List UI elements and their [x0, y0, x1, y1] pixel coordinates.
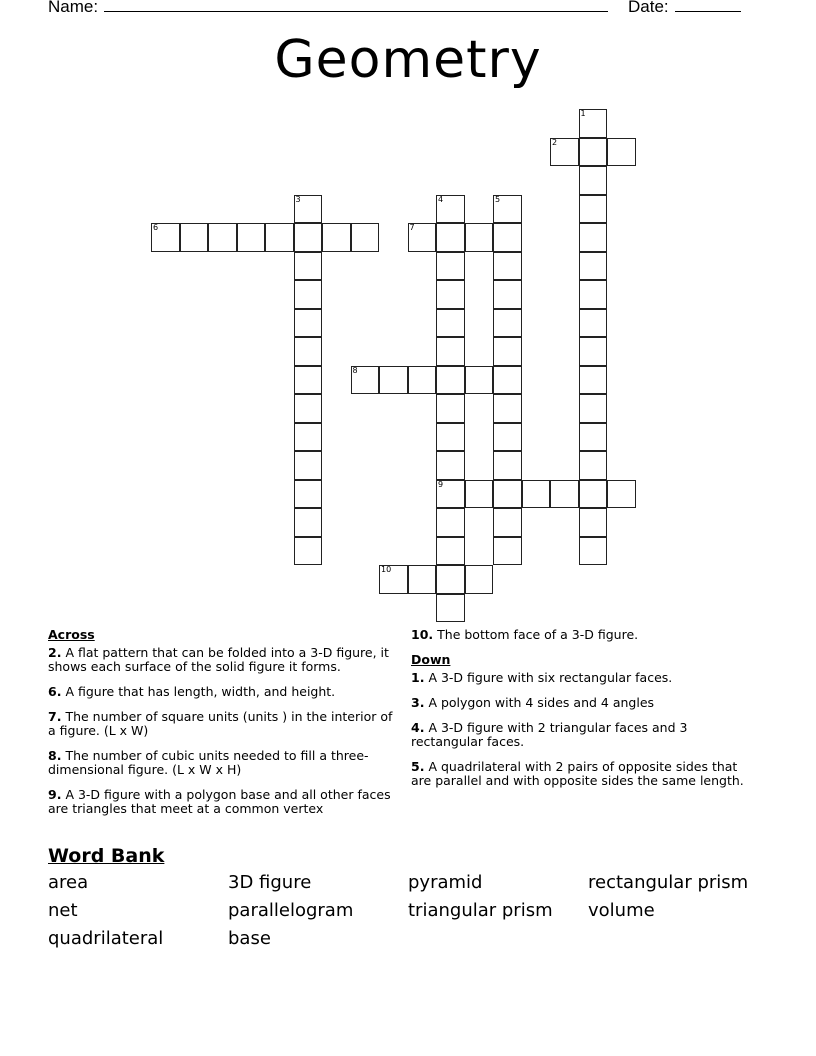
grid-cell[interactable] [265, 223, 294, 252]
word-bank-item: base [228, 928, 271, 949]
grid-cell[interactable] [579, 480, 608, 509]
grid-cell[interactable] [237, 223, 266, 252]
grid-cell[interactable] [493, 508, 522, 537]
grid-cell[interactable] [294, 366, 323, 395]
clue-number-label: 7 [409, 223, 415, 232]
word-bank-item: parallelogram [228, 900, 354, 921]
grid-cell[interactable] [465, 565, 494, 594]
word-bank-title: Word Bank [48, 845, 165, 867]
grid-cell[interactable] [607, 138, 636, 167]
clue-number: 7. [48, 709, 62, 724]
clue-down-4 [411, 721, 761, 749]
clue-text: The number of cubic units needed to fill a three-dimensional figure. (L x W x H) [48, 748, 369, 777]
page-title: Geometry [274, 30, 542, 90]
clue-text: A quadrilateral with 2 pairs of opposite sides that are parallel and with opposite sides the same length. [411, 759, 744, 788]
clues-right-column [411, 628, 761, 799]
grid-cell[interactable] [294, 451, 323, 480]
grid-cell[interactable] [408, 366, 437, 395]
grid-cell[interactable] [294, 309, 323, 338]
grid-cell[interactable] [579, 309, 608, 338]
grid-cell[interactable] [493, 480, 522, 509]
grid-cell[interactable] [579, 537, 608, 566]
grid-cell[interactable] [579, 337, 608, 366]
grid-cell[interactable] [579, 166, 608, 195]
grid-cell[interactable] [294, 337, 323, 366]
clue-number: 9. [48, 787, 62, 802]
clue-text: The bottom face of a 3-D figure. [437, 627, 639, 642]
grid-cell[interactable] [294, 223, 323, 252]
clue-number-label: 8 [352, 365, 358, 375]
grid-cell[interactable] [180, 223, 209, 252]
grid-cell[interactable] [436, 537, 465, 566]
grid-cell[interactable] [436, 451, 465, 480]
grid-cell[interactable] [436, 280, 465, 309]
across-heading: Across [48, 627, 95, 642]
grid-cell[interactable] [436, 480, 465, 509]
grid-cell[interactable] [493, 337, 522, 366]
grid-cell[interactable] [208, 223, 237, 252]
grid-cell[interactable] [493, 451, 522, 480]
clue-number-label: 4 [438, 194, 444, 204]
word-bank [48, 872, 788, 950]
clue-across-2 [48, 646, 398, 674]
grid-cell[interactable] [436, 366, 465, 395]
grid-cell[interactable] [493, 423, 522, 452]
grid-cell[interactable] [493, 223, 522, 252]
clue-number-label: 1 [580, 109, 586, 118]
word-bank-item: volume [588, 900, 655, 921]
word-bank-item: rectangular prism [588, 872, 749, 893]
grid-cell[interactable] [579, 280, 608, 309]
grid-cell[interactable] [294, 480, 323, 509]
clue-across-6 [48, 685, 398, 699]
grid-cell[interactable] [294, 252, 323, 281]
grid-cell[interactable] [465, 366, 494, 395]
grid-cell[interactable] [579, 394, 608, 423]
grid-cell[interactable] [379, 366, 408, 395]
clue-text: A flat pattern that can be folded into a 3-D figure, it shows each surface of the solid figure it forms. [48, 645, 389, 674]
clue-number: 6. [48, 684, 62, 699]
grid-cell[interactable] [550, 480, 579, 509]
clue-number-label: 10 [381, 565, 392, 574]
word-bank-item: triangular prism [408, 900, 553, 921]
grid-cell[interactable] [465, 480, 494, 509]
grid-cell[interactable] [579, 423, 608, 452]
grid-cell[interactable] [408, 565, 437, 594]
clue-text: A 3-D figure with six rectangular faces. [428, 670, 673, 685]
grid-cell[interactable] [579, 195, 608, 224]
down-heading: Down [411, 652, 451, 667]
grid-cell[interactable] [493, 309, 522, 338]
grid-cell[interactable] [294, 508, 323, 537]
grid-cell[interactable] [436, 423, 465, 452]
grid-cell[interactable] [550, 138, 579, 167]
grid-cell[interactable] [351, 366, 380, 395]
clue-number-label: 9 [438, 479, 444, 489]
clue-number: 10. [411, 627, 434, 642]
clue-number: 5. [411, 759, 425, 774]
clue-number-label: 2 [552, 137, 558, 147]
word-bank-item: 3D figure [228, 872, 312, 893]
clue-number: 2. [48, 645, 62, 660]
clue-text: A 3-D figure with 2 triangular faces and 3 rectangular faces. [411, 720, 688, 749]
grid-cell[interactable] [607, 480, 636, 509]
clue-down-3 [411, 696, 761, 710]
grid-cell[interactable] [294, 537, 323, 566]
grid-cell[interactable] [436, 309, 465, 338]
clue-number: 8. [48, 748, 62, 763]
clue-text: The number of square units (units ) in the interior of a figure. (L x W) [48, 709, 393, 738]
clue-text: A figure that has length, width, and height. [65, 684, 336, 699]
clue-number-label: 6 [153, 223, 159, 232]
clue-across-7 [48, 710, 398, 738]
grid-cell[interactable] [579, 138, 608, 167]
grid-cell[interactable] [522, 480, 551, 509]
grid-cell[interactable] [493, 252, 522, 281]
grid-cell[interactable] [465, 223, 494, 252]
grid-cell[interactable] [294, 394, 323, 423]
grid-cell[interactable] [493, 394, 522, 423]
clue-down-1 [411, 671, 761, 685]
grid-cell[interactable] [579, 252, 608, 281]
grid-cell[interactable] [579, 223, 608, 252]
clue-number: 4. [411, 720, 425, 735]
grid-cell[interactable] [436, 195, 465, 224]
word-bank-item: net [48, 900, 78, 921]
grid-cell[interactable] [151, 223, 180, 252]
grid-cell[interactable] [493, 366, 522, 395]
clue-across-8 [48, 749, 398, 777]
grid-cell[interactable] [294, 195, 323, 224]
grid-cell[interactable] [436, 252, 465, 281]
clue-across-9 [48, 788, 398, 816]
grid-cell[interactable] [579, 508, 608, 537]
grid-cell[interactable] [436, 594, 465, 623]
grid-cell[interactable] [294, 280, 323, 309]
clue-number-label: 5 [495, 194, 501, 204]
clue-down-5 [411, 760, 761, 788]
grid-cell[interactable] [294, 423, 323, 452]
grid-cell[interactable] [579, 366, 608, 395]
grid-cell[interactable] [493, 280, 522, 309]
clue-number: 3. [411, 695, 425, 710]
grid-cell[interactable] [436, 508, 465, 537]
word-bank-item: quadrilateral [48, 928, 164, 949]
grid-cell[interactable] [408, 223, 437, 252]
clue-number-label: 3 [295, 194, 301, 204]
grid-cell[interactable] [579, 451, 608, 480]
grid-cell[interactable] [436, 394, 465, 423]
grid-cell[interactable] [493, 195, 522, 224]
grid-cell[interactable] [436, 223, 465, 252]
word-bank-item: area [48, 872, 89, 893]
clue-text: A polygon with 4 sides and 4 angles [428, 695, 655, 710]
grid-cell[interactable] [436, 337, 465, 366]
clue-number: 1. [411, 670, 425, 685]
grid-cell[interactable] [322, 223, 351, 252]
clue-across-10 [411, 628, 761, 642]
name-label: Name: [48, 0, 99, 16]
grid-cell[interactable] [379, 565, 408, 594]
clue-text: A 3-D figure with a polygon base and all other faces are triangles that meet at a common vertex [48, 787, 391, 816]
word-bank-item: pyramid [408, 872, 483, 893]
clues-left-column [48, 628, 398, 827]
grid-cell[interactable] [579, 109, 608, 138]
date-label: Date: [628, 0, 669, 16]
grid-cell[interactable] [436, 565, 465, 594]
grid-cell[interactable] [351, 223, 380, 252]
grid-cell[interactable] [493, 537, 522, 566]
